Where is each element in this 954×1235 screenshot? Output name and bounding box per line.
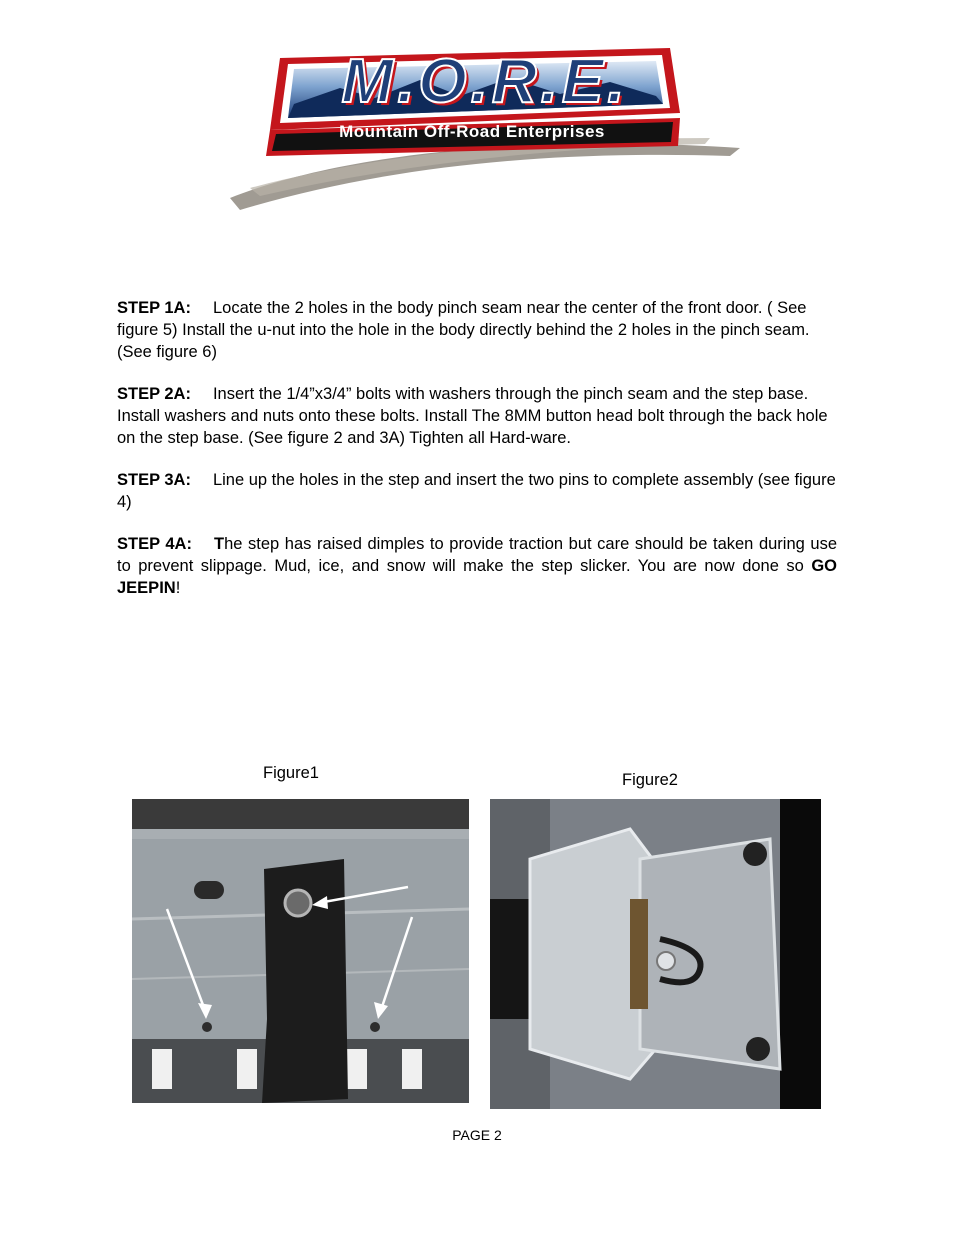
logo-brand-text: M.O.R.E. bbox=[341, 47, 629, 116]
figure2-caption: Figure2 bbox=[622, 771, 678, 789]
step-text: Locate the 2 holes in the body pinch seam near the center of the front door. ( See figure 5) Install the u-nut into the hole in the body directly behind the 2 holes in the pinch seam. (See figure 6) bbox=[117, 299, 810, 361]
figure2-photo bbox=[490, 799, 821, 1109]
step-label: STEP 2A: bbox=[117, 385, 191, 403]
step-label: STEP 1A: bbox=[117, 299, 191, 317]
step-1a bbox=[117, 297, 837, 363]
step-label: STEP 4A: bbox=[117, 535, 192, 553]
step-4a bbox=[117, 533, 837, 599]
logo-tagline-text: Mountain Off-Road Enterprises bbox=[339, 122, 605, 141]
instructions bbox=[117, 297, 837, 619]
page-number: PAGE 2 bbox=[452, 1127, 502, 1143]
more-logo bbox=[210, 38, 750, 218]
step-text: he step has raised dimples to provide traction but care should be taken during use to prevent slippage. Mud, ice, and snow will make the step slicker. You are now done so bbox=[117, 535, 837, 575]
step-first-letter: T bbox=[213, 535, 225, 553]
figure1-caption: Figure1 bbox=[263, 764, 319, 782]
step-label: STEP 3A: bbox=[117, 471, 191, 489]
step-text: Line up the holes in the step and insert the two pins to complete assembly (see figure 4) bbox=[117, 471, 836, 511]
step-text: Insert the 1/4”x3/4” bolts with washers through the pinch seam and the step base. Install washers and nuts onto these bolts. Install The 8MM button head bolt through the back hole on the step base. (See figure 2 and 3A) Tighten all Hard-ware. bbox=[117, 385, 828, 447]
step-2a bbox=[117, 383, 837, 449]
step-emphasis: GO JEEPIN bbox=[117, 557, 837, 597]
figure1-photo bbox=[132, 799, 469, 1103]
step-3a bbox=[117, 469, 837, 513]
step-end: ! bbox=[175, 579, 181, 597]
